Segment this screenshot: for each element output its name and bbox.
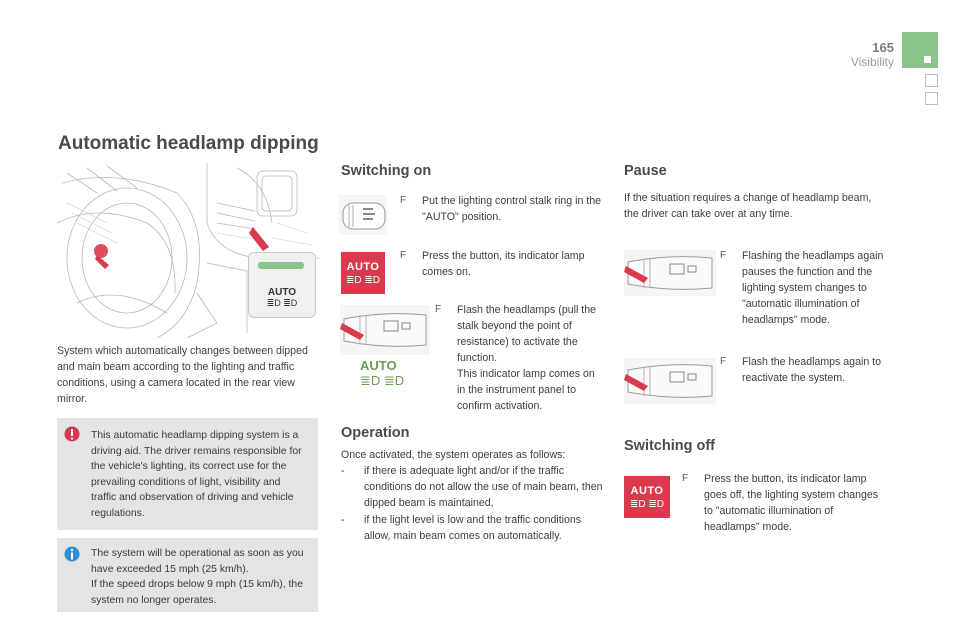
warning-text: This automatic headlamp dipping system is a driving aid. The driver remains responsible for the vehicle's lighting, its correct use for the prevailing conditions of light, visibility and traffic and observation of driving and vehicle regulations.: [91, 430, 302, 519]
beam-icon: ≣D ≣D: [266, 298, 298, 308]
page-number: 165: [872, 40, 894, 55]
bullet-icon: F: [720, 250, 727, 261]
bullet-icon: F: [720, 356, 727, 367]
pause-step-1: F Flashing the headlamps again pauses the function and the lighting system changes to "automatic illumination of headlamps" mode.: [720, 250, 884, 326]
bullet-icon: F: [400, 195, 407, 206]
auto-label: AUTO: [346, 261, 380, 273]
beam-icon: ≣D ≣D: [346, 275, 380, 286]
list-dash: -: [341, 465, 345, 477]
switching-off-step-1: F Press the button, its indicator lamp goes off, the lighting system changes to "automatic illumination of headlamps" mode.: [682, 473, 879, 533]
switching-off-heading: Switching off: [624, 438, 716, 454]
section-name: Visibility: [850, 55, 894, 69]
info-line: The system will be operational as soon as you have exceeded 15 mph (25 km/h).: [91, 548, 304, 575]
auto-indicator-label: AUTO: [360, 358, 397, 373]
pause-step-2: F Flash the headlamps again to reactivate the system.: [720, 356, 881, 384]
step-3-line: This indicator lamp comes on in the instrument panel to confirm activation.: [457, 368, 595, 412]
list-dash: -: [341, 514, 345, 526]
stalk-reactivate-illustration: [624, 358, 716, 404]
info-icon: [64, 546, 80, 562]
operation-heading: Operation: [341, 425, 410, 441]
auto-button-label: AUTO: [267, 287, 297, 298]
switching-on-heading: Switching on: [341, 163, 432, 179]
step-3-line: Flash the headlamps (pull the stalk beyond the point of resistance) to activate the function.: [457, 304, 596, 364]
intro-text: System which automatically changes between dipped and main beam according to the lighting and traffic conditions, using a camera located in the rear view mirror.: [57, 345, 308, 405]
operation-intro: Once activated, the system operates as follows:: [341, 449, 566, 461]
info-note: [57, 538, 318, 612]
chapter-tab-empty[interactable]: [925, 74, 938, 87]
warning-icon: [64, 426, 80, 442]
stalk-ring-illustration: [339, 195, 387, 235]
tab-marker-icon: [924, 56, 931, 63]
warning-note: [57, 418, 318, 530]
switching-on-step-1: F Put the lighting control stalk ring in the "AUTO" position.: [400, 195, 602, 223]
bullet-icon: F: [682, 473, 689, 484]
info-line: If the speed drops below 9 mph (15 km/h), the system no longer operates.: [91, 579, 303, 606]
auto-label: AUTO: [630, 485, 664, 497]
switching-on-step-3: [435, 302, 601, 414]
stalk-flash-illustration: [340, 305, 430, 355]
stalk-pause-illustration: [624, 250, 716, 296]
switching-on-step-2: F Press the button, its indicator lamp comes on.: [400, 250, 585, 278]
pause-intro: If the situation requires a change of headlamp beam, the driver can take over at any time.: [624, 192, 872, 220]
beam-indicator-icon: ≣D ≣D: [360, 373, 405, 388]
auto-button-on[interactable]: [341, 252, 385, 294]
bullet-icon: F: [435, 304, 442, 315]
chapter-tab-empty[interactable]: [925, 92, 938, 105]
indicator-lamp: [258, 262, 304, 269]
pause-heading: Pause: [624, 163, 667, 179]
operation-item: if the light level is low and the traffic conditions allow, main beam comes on automatically.: [364, 514, 582, 542]
auto-button-off[interactable]: [624, 476, 670, 518]
auto-indicator: [360, 358, 416, 389]
beam-icon: ≣D ≣D: [630, 499, 664, 510]
auto-button[interactable]: [248, 252, 316, 318]
operation-item: if there is adequate light and/or if the traffic conditions do not allow the use of main beam, then dipped beam is maintained,: [364, 465, 603, 509]
page-title: Automatic headlamp dipping: [58, 133, 319, 154]
bullet-icon: F: [400, 250, 407, 261]
chapter-tab[interactable]: [902, 32, 938, 68]
